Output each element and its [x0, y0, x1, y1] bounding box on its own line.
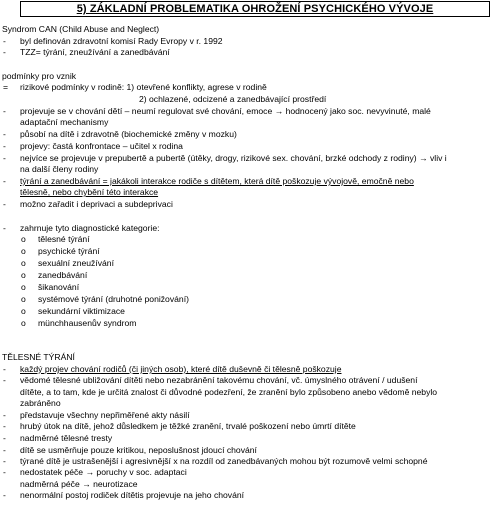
list-item-cont: na další členy rodiny — [20, 164, 99, 174]
list-item-cont: zabráněno — [20, 398, 61, 408]
list-item-cont: nadměrná péče → neurotizace — [20, 479, 138, 489]
title-box — [20, 1, 490, 17]
document-page: 5) ZÁKLADNÍ PROBLEMATIKA OHROŽENÍ PSYCHICKÉHO VÝVOJE Syndrom CAN (Child Abuse and Neglect) - byl definován zdravotní komisí Rady Evropy v r. 1992 - TZZ= týrání, zneužívání a zanedbávání podmínky pro vznik = rizikové podmínky v rodině: 1) otevřené konflikty, agrese v rodině 2) ochlazené, odcizené a zanedbávající prostředí - projevuje se v chování dětí – neumí regulovat své chování, emoce → hodnocený jako soc. nevyvinuté, malé adaptační mechanismy - působí na dítě i zdravotně (biochemické změny v mozku) - projevy: častá konfrontace – učitel x rodina - nejvíce se projevuje v prepubertě a pubertě (útěky, drogy, rizikové sex. chování, brzké odchody z rodiny) → vliv i na další členy rodiny - týrání a zanedbávání = jakákoli interakce rodiče s dítětem, která dítě poškozuje vývojově, emočně nebo tělesně, nebo chybění této interakce - možno zařadit i deprivaci a subdeprivaci - zahrnuje tyto diagnostické kategorie: o tělesné týrání o psychické týrání o sexuální zneužívání o zanedbávání o šikanování o systémové týrání (druhotné ponižování) o sekundární viktimizace o münchhausenův syndrom TĚLESNÉ TÝRÁNÍ - každý projev chování rodičů (či jiných osob), které dítě duševně či tělesně poškozuje - vědomé tělesné ubližování dítěti nebo nezabránění takovému chování, vč. úmyslného otrávení / udušení dítěte, a to tam, kde je určitá znalost či důvodné podezření, že zranění bylo způsobeno anebo vědomě nebylo zabráněno - představuje všechny nepřiměřené akty násilí - hrubý útok na dítě, jehož důsledkem je těžké zranění, trvalé poškození nebo úmrtí dítěte - nadměrné tělesné tresty - dítě se usměrňuje pouze kritikou, neposlušnost jdoucí chování - týrané dítě je ustrašenější i agresivnější x na rozdíl od zanedbávaných mohou být rozumově velmi schopné - nedostatek péče → poruchy v soc. adaptaci nadměrná péče → neurotizace - nenormální postoj rodiček dítětis projevuje na jeho chování — [0, 0, 495, 507]
list-item-cont: dítěte, a to tam, kde je určitá znalost či důvodné podezření, že zranění bylo způsobeno anebo vědomě nebylo — [20, 387, 438, 397]
page-title: 5) ZÁKLADNÍ PROBLEMATIKA OHROŽENÍ PSYCHICKÉHO VÝVOJE — [76, 3, 434, 15]
list-item-cont: adaptační mechanismy — [20, 117, 109, 127]
conditions-heading: podmínky pro vznik — [2, 71, 77, 81]
list-item-cont: 2) ochlazené, odcizené a zanedbávající prostředí — [139, 94, 327, 104]
list-item-cont: tělesně, nebo chybění této interakce — [20, 187, 159, 197]
physical-abuse-heading: TĚLESNÉ TÝRÁNÍ — [2, 352, 75, 362]
can-heading: Syndrom CAN (Child Abuse and Neglect) — [2, 24, 160, 34]
